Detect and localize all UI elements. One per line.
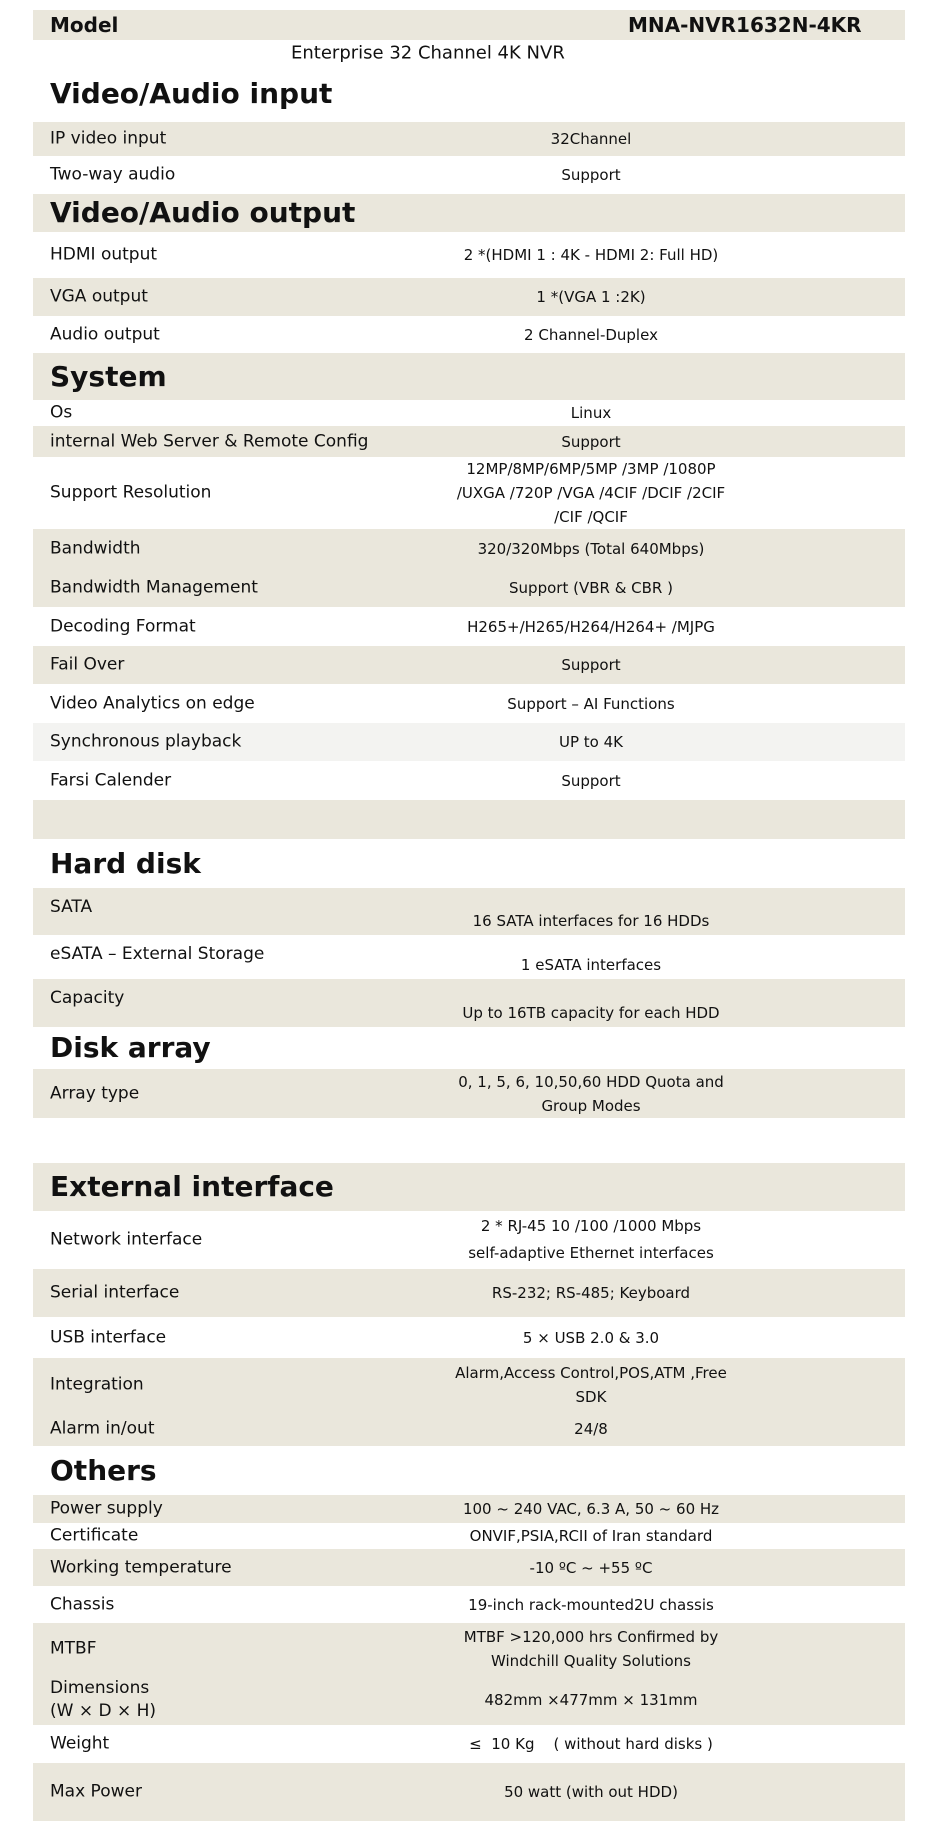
section-others (33, 1446, 905, 1495)
spec-label: Support Resolution (50, 482, 212, 503)
spec-value: Support (561, 432, 621, 451)
spec-label: Chassis (50, 1594, 115, 1614)
spec-value (404, 1213, 778, 1267)
spec-row-synchronous-playback (33, 723, 905, 761)
subtitle: Enterprise 32 Channel 4K NVR (291, 42, 565, 63)
spec-row-mtbf (33, 1623, 905, 1675)
spec-row-dimensions (33, 1675, 905, 1725)
spec-row-decoding-format (33, 607, 905, 646)
value-line: self-adaptive Ethernet interfaces (468, 1244, 714, 1262)
section-title: System (50, 359, 167, 393)
spec-row-serial-interface (33, 1269, 905, 1317)
spec-label: VGA output (50, 286, 148, 307)
spec-row-working-temperature (33, 1549, 905, 1586)
section-title: External interface (50, 1170, 334, 1203)
spec-row-power-supply (33, 1495, 905, 1523)
spec-value: 2 Channel-Duplex (524, 325, 658, 344)
spec-label: Certificate (50, 1525, 139, 1546)
spec-label: Audio output (50, 324, 160, 344)
label-line: (W × D × H) (50, 1701, 157, 1721)
value-line: Windchill Quality Solutions (490, 1652, 691, 1670)
spec-value: 19-inch rack-mounted2U chassis (468, 1595, 714, 1614)
spec-value: UP to 4K (559, 733, 623, 751)
spec-value: ONVIF,PSIA,RCII of Iran standard (469, 1527, 713, 1545)
spec-row-video-analytics (33, 684, 905, 723)
value-line: Group Modes (541, 1096, 641, 1115)
spec-value: Support (561, 166, 621, 184)
spec-row-farsi-calender (33, 761, 905, 800)
spec-label: SATA (50, 897, 93, 917)
spec-label: USB interface (50, 1327, 167, 1347)
spec-value: 32Channel (550, 130, 632, 148)
spec-label: Two-way audio (50, 164, 176, 185)
spec-value: 50 watt (with out HDD) (504, 1783, 678, 1801)
spec-label: Capacity (50, 988, 125, 1008)
section-title: Video/Audio output (50, 196, 356, 229)
spec-label: Serial interface (50, 1282, 180, 1303)
spec-label: internal Web Server & Remote Config (50, 431, 369, 451)
spec-value: 320/320Mbps (Total 640Mbps) (477, 539, 705, 558)
section-video-audio-input (33, 65, 905, 122)
spec-label: Integration (50, 1374, 144, 1394)
spec-value: 482mm ×477mm × 131mm (484, 1691, 698, 1709)
spec-value (404, 1070, 778, 1118)
spacer-row (33, 1118, 905, 1163)
spec-row-support-resolution (33, 457, 905, 529)
spec-value: Support (561, 656, 621, 674)
spec-value: Support (VBR & CBR ) (509, 578, 673, 597)
spec-value: 5 × USB 2.0 & 3.0 (522, 1328, 660, 1347)
spec-value: Support (561, 771, 621, 790)
value-line: SDK (575, 1387, 607, 1406)
spec-value: 100 ~ 240 VAC, 6.3 A, 50 ~ 60 Hz (462, 1500, 720, 1518)
model-value: MNA-NVR1632N-4KR (628, 13, 862, 37)
value-line: 2 * RJ-45 10 /100 /1000 Mbps (480, 1217, 702, 1235)
spec-row-audio-output (33, 316, 905, 353)
spec-value: 2 *(HDMI 1 : 4K - HDMI 2: Full HD) (463, 246, 719, 264)
spec-label: Bandwidth Management (50, 577, 258, 597)
spec-value: ≤ 10 Kg ( without hard disks ) (469, 1735, 713, 1753)
spec-value (404, 457, 778, 529)
subtitle-row (33, 40, 905, 65)
section-hard-disk (33, 839, 905, 888)
spec-row-certificate (33, 1523, 905, 1549)
spec-label: Power supply (50, 1498, 163, 1519)
spec-row-network-interface (33, 1211, 905, 1269)
spec-value: Linux (570, 404, 612, 422)
spec-row-bandwidth (33, 529, 905, 568)
spec-label: Max Power (50, 1781, 142, 1802)
spec-value: Up to 16TB capacity for each HDD (462, 1004, 720, 1022)
spec-value (404, 1361, 778, 1409)
section-title: Video/Audio input (50, 76, 333, 110)
spec-label: Farsi Calender (50, 770, 172, 790)
spec-row-ip-video-input (33, 122, 905, 156)
spec-row-integration (33, 1358, 905, 1411)
spec-label: Array type (50, 1083, 140, 1103)
spec-label: HDMI output (50, 244, 158, 265)
section-system (33, 353, 905, 400)
spec-label: Weight (50, 1733, 110, 1754)
spec-value: Support – AI Functions (507, 694, 675, 713)
spec-label: eSATA – External Storage (50, 944, 265, 964)
spec-value: RS-232; RS-485; Keyboard (491, 1284, 691, 1302)
spec-row-alarm-in-out (33, 1411, 905, 1446)
spec-value: -10 ºC ~ +55 ºC (529, 1558, 653, 1577)
value-line: 0, 1, 5, 6, 10,50,60 HDD Quota and (458, 1072, 724, 1091)
spec-label (50, 1677, 156, 1723)
spec-row-esata (33, 935, 905, 979)
spec-row-sata (33, 888, 905, 935)
spec-value: 24/8 (574, 1419, 608, 1438)
spec-row-vga-output (33, 278, 905, 316)
spec-value: 1 eSATA interfaces (520, 956, 662, 974)
value-line: /CIF /QCIF (554, 508, 628, 526)
section-title: Hard disk (50, 846, 201, 880)
section-disk-array (33, 1027, 905, 1069)
section-title: Disk array (50, 1031, 211, 1064)
section-video-audio-output (33, 194, 905, 232)
model-row (33, 10, 905, 40)
spec-value (404, 1625, 778, 1673)
spec-row-capacity (33, 979, 905, 1027)
value-line: Alarm,Access Control,POS,ATM ,Free (455, 1363, 727, 1382)
spec-row-usb-interface (33, 1317, 905, 1358)
spec-row-hdmi-output (33, 232, 905, 278)
spec-row-bandwidth-management (33, 568, 905, 607)
section-external-interface (33, 1163, 905, 1211)
spec-label: Video Analytics on edge (50, 693, 255, 713)
spec-value: 16 SATA interfaces for 16 HDDs (472, 912, 710, 930)
value-line: /UXGA /720P /VGA /4CIF /DCIF /2CIF (456, 484, 726, 502)
spec-row-chassis (33, 1586, 905, 1623)
spec-row-web-server (33, 426, 905, 457)
spec-label: Synchronous playback (50, 731, 242, 752)
spec-label: IP video input (50, 128, 167, 149)
spec-label: Fail Over (50, 654, 125, 675)
model-label: Model (50, 13, 119, 37)
spec-label: Working temperature (50, 1557, 232, 1577)
spec-value: H265+/H265/H264/H264+ /MJPG (467, 617, 715, 636)
spec-label: Alarm in/out (50, 1418, 155, 1438)
spec-row-os (33, 400, 905, 426)
spec-label: Network interface (50, 1229, 203, 1250)
spec-sheet (33, 10, 905, 1821)
spec-label: Bandwidth (50, 538, 141, 558)
spec-label: Os (50, 402, 73, 423)
spec-row-weight (33, 1725, 905, 1763)
spec-label: MTBF (50, 1638, 97, 1659)
spec-row-max-power (33, 1763, 905, 1821)
blank-row (33, 800, 905, 839)
section-title: Others (50, 1453, 157, 1487)
label-line: Dimensions (50, 1678, 150, 1698)
spec-row-array-type (33, 1069, 905, 1118)
value-line: MTBF >120,000 hrs Confirmed by (463, 1628, 719, 1646)
spec-label: Decoding Format (50, 616, 196, 636)
spec-value: 1 *(VGA 1 :2K) (536, 288, 646, 306)
spec-row-two-way-audio (33, 156, 905, 194)
spec-row-fail-over (33, 646, 905, 684)
value-line: 12MP/8MP/6MP/5MP /3MP /1080P (466, 460, 716, 478)
